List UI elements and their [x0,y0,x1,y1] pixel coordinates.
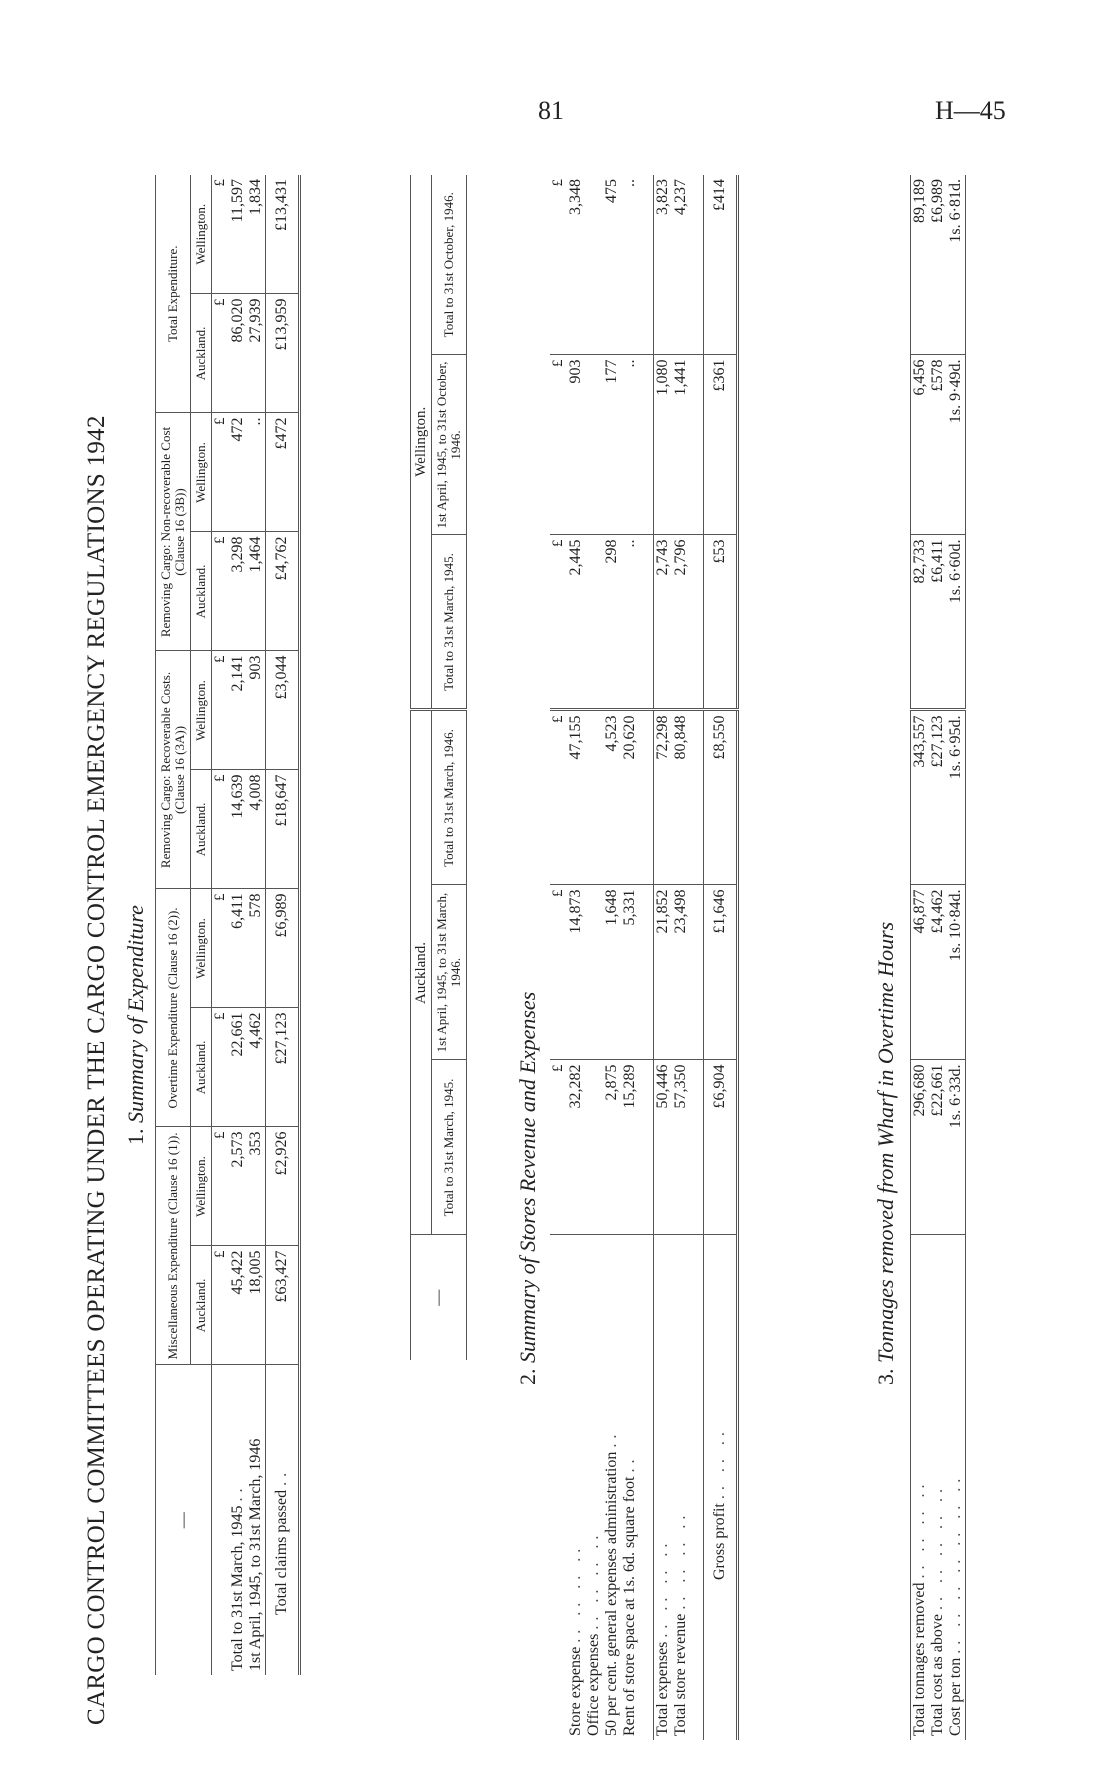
currency-symbol: £ [550,535,567,710]
subheader-auckland: Auckland. [191,294,212,413]
currency-symbol: £ [212,1127,230,1246]
table-cell: £578 [929,355,947,535]
table-row [911,175,930,1740]
table-row [653,175,672,1740]
table-cell: £361 [704,355,738,535]
table-cell: 1s. 6·81d. [947,179,964,243]
table-cell: £6,989 [929,179,946,223]
table-cell: 45,422 [229,1246,247,1365]
table-cell: £22,661 [929,1060,947,1235]
document-title: CARGO CONTROL COMMITTEES OPERATING UNDER THE CARGO CONTROL EMERGENCY REGULATIONS 1942 [83,415,110,1725]
table-row [585,175,603,1740]
table-cell: £13,431 [273,179,290,231]
table-cell: 50,446 [653,1060,672,1235]
stores-section-title [515,992,541,1385]
region-header-wellington: Wellington. [411,175,432,710]
table-row [621,175,639,1740]
table-cell: £63,427 [266,1246,300,1365]
table-cell: £6,989 [266,889,300,1008]
table-cell: 353 [247,1127,266,1246]
table-cell: £6,904 [704,1060,738,1235]
table-cell: £472 [266,413,300,532]
table-cell: 2,445 [567,535,585,710]
table-cell: 80,848 [672,710,690,885]
currency-symbol: £ [212,179,228,187]
table-cell: £1,646 [704,885,738,1060]
table-cell [585,535,603,710]
table-cell: 89,189 [911,179,928,223]
expenditure-table [155,175,301,1675]
currency-symbol: £ [550,179,566,187]
stores-header-table [410,175,467,1360]
row-label: Total claims passed .. [266,1365,300,1675]
currency-symbol: £ [212,770,230,889]
stores-section-number: 2. [515,1368,540,1385]
table-cell: £6,411 [929,535,947,710]
tonnages-table [910,175,966,1740]
rotated-content [75,95,1085,1745]
table-cell: £2,926 [266,1127,300,1246]
stores-blank-header: — [411,1235,467,1360]
table-cell: 4,008 [247,770,266,889]
group-header-non-recoverable: Removing Cargo: Non-recoverable Cost (Clause 16 (3B)) [156,413,191,651]
tonnages-section-number: 3. [873,1368,898,1385]
table-cell: 14,873 [567,885,585,1060]
table-row [567,175,585,1740]
period-header: 1st April, 1945, to 31st March, 1946. [432,885,467,1060]
table-cell: 2,743 [653,535,672,710]
subheader-wellington: Wellington. [191,889,212,1008]
table-cell: 3,298 [229,532,247,651]
table-cell: 2,875 [603,1060,621,1235]
table-cell: 57,350 [672,1060,690,1235]
subheader-auckland: Auckland. [191,1008,212,1127]
region-header-auckland: Auckland. [411,710,432,1235]
table-row [229,175,247,1675]
table-cell: 6,456 [911,355,930,535]
subheader-wellington: Wellington. [193,203,208,265]
table-cell: .. [247,413,266,532]
subheader-wellington: Wellington. [191,651,212,770]
row-label: Cost per ton .. .. .. .. .. .. .. [947,1235,966,1740]
table-cell: .. [621,355,639,535]
table-cell: 1,464 [247,532,266,651]
table-cell: 3,823 [653,179,671,215]
stores-table [550,175,739,1740]
subheader-auckland: Auckland. [191,1246,212,1365]
expenditure-section-heading: Summary of Expenditure [123,905,148,1123]
table-cell: £27,123 [266,1008,300,1127]
table-cell: 20,620 [621,710,639,885]
table-cell: 27,939 [247,294,266,413]
table-cell: £27,123 [929,710,947,885]
table-cell: 1s. 6·33d. [947,1060,966,1235]
page-number: 81 [538,96,564,125]
table-cell: .. [621,535,639,710]
table-cell: 1s. 6·95d. [947,710,966,885]
table-cell: 22,661 [229,1008,247,1127]
table-cell: 1,441 [672,355,690,535]
table-cell [585,175,603,355]
period-header: Total to 31st March, 1945. [432,535,467,710]
table-row [929,175,947,1740]
table-cell: 14,639 [229,770,247,889]
table-cell: 4,462 [247,1008,266,1127]
row-label: Total tonnages removed .. .. .. .. [911,1235,930,1740]
tonnages-section-heading: Tonnages removed from Wharf in Overtime Hours [873,921,898,1363]
currency-symbol: £ [550,355,567,535]
table-cell: 2,573 [229,1127,247,1246]
row-label: Office expenses .. .. .. .. [585,1235,603,1740]
table-cell [585,710,603,885]
currency-symbol: £ [550,885,567,1060]
table-cell: 2,141 [229,651,247,770]
period-header: Total to 31st October, 1946. [441,192,456,338]
table-row [672,175,690,1740]
group-header-total: Total Expenditure. [156,175,191,413]
table-cell [585,885,603,1060]
table-cell: 1,834 [247,179,264,215]
table-cell: 578 [247,889,266,1008]
group-header-recoverable: Removing Cargo: Recoverable Costs. (Clause 16 (3A)) [156,651,191,889]
row-label: Total expenses .. .. .. .. [653,1235,672,1740]
row-label: 1st April, 1945, to 31st March, 1946 [247,1365,266,1675]
expenditure-blank-header: — [156,1365,212,1675]
table-cell: £18,647 [266,770,300,889]
table-cell: 82,733 [911,535,930,710]
table-cell: 18,005 [247,1246,266,1365]
row-label: Total store revenue .. .. .. .. [672,1235,690,1740]
table-cell: £3,044 [266,651,300,770]
currency-symbol: £ [212,532,230,651]
table-cell: 2,796 [672,535,690,710]
row-label: Gross profit .. .. .. [704,1235,738,1740]
table-cell: 1,080 [653,355,672,535]
currency-symbol: £ [550,710,567,885]
table-cell: £4,462 [929,885,947,1060]
period-header: Total to 31st March, 1946. [432,710,467,885]
currency-symbol: £ [212,889,230,1008]
row-label: Total cost as above .. .. .. .. .. [929,1235,947,1740]
table-cell: 72,298 [653,710,672,885]
subheader-wellington: Wellington. [191,413,212,532]
table-cell: £4,762 [266,532,300,651]
row-label: Store expense .. .. .. .. [567,1235,585,1740]
table-cell: 47,155 [567,710,585,885]
expenditure-section-title [123,905,149,1145]
table-cell: 1s. 10·84d. [947,885,966,1060]
total-row [266,175,300,1675]
expenditure-section-number: 1. [123,1128,148,1145]
table-cell: 472 [229,413,247,532]
table-cell: 15,289 [621,1060,639,1235]
currency-symbol: £ [212,651,230,770]
table-cell: 46,877 [911,885,930,1060]
table-cell [585,355,603,535]
table-cell: £414 [711,179,728,211]
table-row [947,175,966,1740]
table-cell: £13,959 [266,294,300,413]
table-cell: 4,237 [671,179,689,215]
currency-symbol: £ [212,294,230,413]
table-cell: 21,852 [653,885,672,1060]
period-header: 1st April, 1945, to 31st October, 1946. [432,355,467,535]
table-cell: 23,498 [672,885,690,1060]
group-header-misc: Miscellaneous Expenditure (Clause 16 (1)). [156,1127,191,1365]
table-cell: 6,411 [229,889,247,1008]
table-cell: 343,557 [911,710,930,885]
table-cell: 1s. 6·60d. [947,535,966,710]
table-cell: 5,331 [621,885,639,1060]
table-cell: £8,550 [704,710,738,885]
currency-symbol: £ [212,1008,230,1127]
table-cell: .. [621,179,638,187]
currency-symbol: £ [212,413,230,532]
tonnages-section-title [873,922,899,1385]
table-cell: 4,523 [603,710,621,885]
table-cell: 475 [603,179,620,203]
currency-symbol: £ [550,1060,567,1235]
table-cell: 3,348 [567,179,584,215]
subheader-wellington: Wellington. [191,1127,212,1246]
row-label: 50 per cent. general expenses administration .. [603,1235,621,1740]
subheader-auckland: Auckland. [191,532,212,651]
table-row [603,175,621,1740]
table-cell: 11,597 [229,179,246,223]
stores-section-heading: Summary of Stores Revenue and Expenses [515,991,540,1363]
subheader-auckland: Auckland. [191,770,212,889]
page-code: H—45 [935,96,1006,125]
table-row [247,175,266,1675]
profit-row [704,175,738,1740]
table-cell: £53 [704,535,738,710]
table-cell: 1,648 [603,885,621,1060]
table-cell: 903 [567,355,585,535]
period-header: Total to 31st March, 1945. [432,1060,467,1235]
table-cell: 177 [603,355,621,535]
row-label: Rent of store space at 1s. 6d. square foot .. [621,1235,639,1740]
table-cell: 32,282 [567,1060,585,1235]
group-header-overtime: Overtime Expenditure (Clause 16 (2)). [156,889,191,1127]
table-cell: 298 [603,535,621,710]
currency-symbol: £ [212,1246,230,1365]
row-label: Total to 31st March, 1945 .. [229,1365,247,1675]
table-cell: 1s. 9·49d. [947,355,966,535]
table-cell: 296,680 [911,1060,930,1235]
table-cell: 86,020 [229,294,247,413]
table-cell [585,1060,603,1235]
table-cell: 903 [247,651,266,770]
